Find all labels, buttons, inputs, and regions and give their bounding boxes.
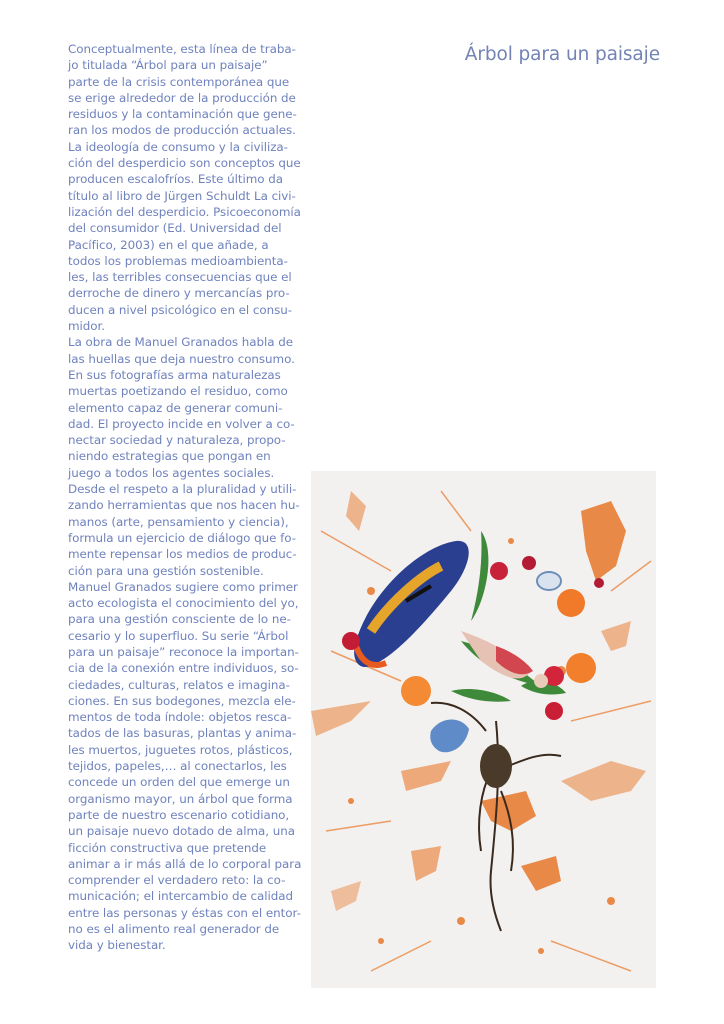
text-line: tados de las basuras, plantas y anima- <box>68 726 297 741</box>
text-line: ción para una gestión sostenible. <box>68 563 264 578</box>
text-line: derroche de dinero y mercancías pro- <box>68 286 290 301</box>
text-line: ciones. En sus bodegones, mezcla ele- <box>68 693 296 708</box>
text-line: nectar sociedad y naturaleza, propo- <box>68 433 286 448</box>
text-line: Conceptualmente, esta línea de traba- <box>68 42 296 56</box>
text-line: formula un ejercicio de diálogo que fo- <box>68 530 296 545</box>
ornament <box>537 572 561 590</box>
text-line: comprender el verdadero reto: la co- <box>68 873 286 888</box>
text-line: residuos y la contaminación que gene- <box>68 107 297 122</box>
text-line: ficción constructiva que pretende <box>68 840 267 855</box>
text-line: En sus fotografías arma naturalezas <box>68 367 281 382</box>
text-line: para una gestión consciente de lo ne- <box>68 612 291 627</box>
text-line: entre las personas y éstas con el entor- <box>68 905 301 920</box>
text-line: acto ecologista el conocimiento del yo, <box>68 596 299 611</box>
text-line: Desde el respeto a la pluralidad y utili- <box>68 482 297 497</box>
text-line: Manuel Granados sugiere como primer <box>68 579 298 594</box>
text-line: La obra de Manuel Granados habla de <box>68 335 293 350</box>
text-line: manos (arte, pensamiento y ciencia), <box>68 514 289 529</box>
text-line: concede un orden del que emerge un <box>68 775 290 790</box>
page-title: Árbol para un paisaje <box>464 44 660 65</box>
text-line: las huellas que deja nuestro consumo. <box>68 351 295 366</box>
still-life-illustration <box>311 471 656 988</box>
text-line: todos los problemas medioambienta- <box>68 253 288 268</box>
text-line: cesario y lo superfluo. Su serie “Árbol <box>68 628 289 643</box>
text-line: zando herramientas que nos hacen hu- <box>68 498 300 513</box>
text-line: animar a ir más allá de lo corporal para <box>68 856 302 871</box>
text-line: jo titulada “Árbol para un paisaje” <box>68 58 268 73</box>
text-line: para un paisaje” reconoce la importan- <box>68 644 299 659</box>
text-line: parte de nuestro escenario cotidiano, <box>68 807 290 822</box>
text-line: ciedades, culturas, relatos e imagina- <box>68 677 290 692</box>
text-line: les, las terribles consecuencias que el <box>68 270 292 285</box>
text-line: La ideología de consumo y la civiliza- <box>68 139 288 154</box>
text-line: muertas poetizando el residuo, como <box>68 384 288 399</box>
text-line: midor. <box>68 319 105 334</box>
text-line: ción del desperdicio son conceptos que <box>68 156 301 171</box>
text-line: parte de la crisis contemporánea que <box>68 74 290 89</box>
text-line: lización del desperdicio. Psicoeconomía <box>68 204 301 219</box>
text-line: vida y bienestar. <box>68 938 166 953</box>
text-line: del consumidor (Ed. Universidad del <box>68 221 282 236</box>
text-line: se erige alrededor de la producción de <box>68 90 296 105</box>
doll <box>461 631 548 688</box>
article-body <box>68 41 302 954</box>
text-line: ran los modos de producción actuales. <box>68 123 296 138</box>
text-line: juego a todos los agentes sociales. <box>68 465 275 480</box>
text-line: mentos de toda índole: objetos resca- <box>68 710 292 725</box>
text-line: elemento capaz de generar comuni- <box>68 400 283 415</box>
text-line: dad. El proyecto incide en volver a co- <box>68 416 295 431</box>
text-line: título al libro de Jürgen Schuldt La civi- <box>68 188 296 203</box>
text-line: municación; el intercambio de calidad <box>68 889 293 904</box>
text-line: les muertos, juguetes rotos, plásticos, <box>68 742 293 757</box>
text-line: Pacífico, 2003) en el que añade, a <box>68 237 269 252</box>
blue-flower <box>430 719 469 752</box>
text-line: ducen a nivel psicológico en el consu- <box>68 302 292 317</box>
text-line: organismo mayor, un árbol que forma <box>68 791 293 806</box>
text-line: un paisaje nuevo dotado de alma, una <box>68 824 295 839</box>
root-ball <box>480 744 512 788</box>
text-line: no es el alimento real generador de <box>68 922 280 937</box>
text-line: mente repensar los medios de produc- <box>68 547 297 562</box>
text-line: niendo estrategias que pongan en <box>68 449 271 464</box>
text-line: cia de la conexión entre individuos, so- <box>68 661 299 676</box>
artwork-photo <box>311 471 656 988</box>
text-line: tejidos, papeles,… al conectarlos, les <box>68 759 287 774</box>
text-line: producen escalofríos. Este último da <box>68 172 283 187</box>
